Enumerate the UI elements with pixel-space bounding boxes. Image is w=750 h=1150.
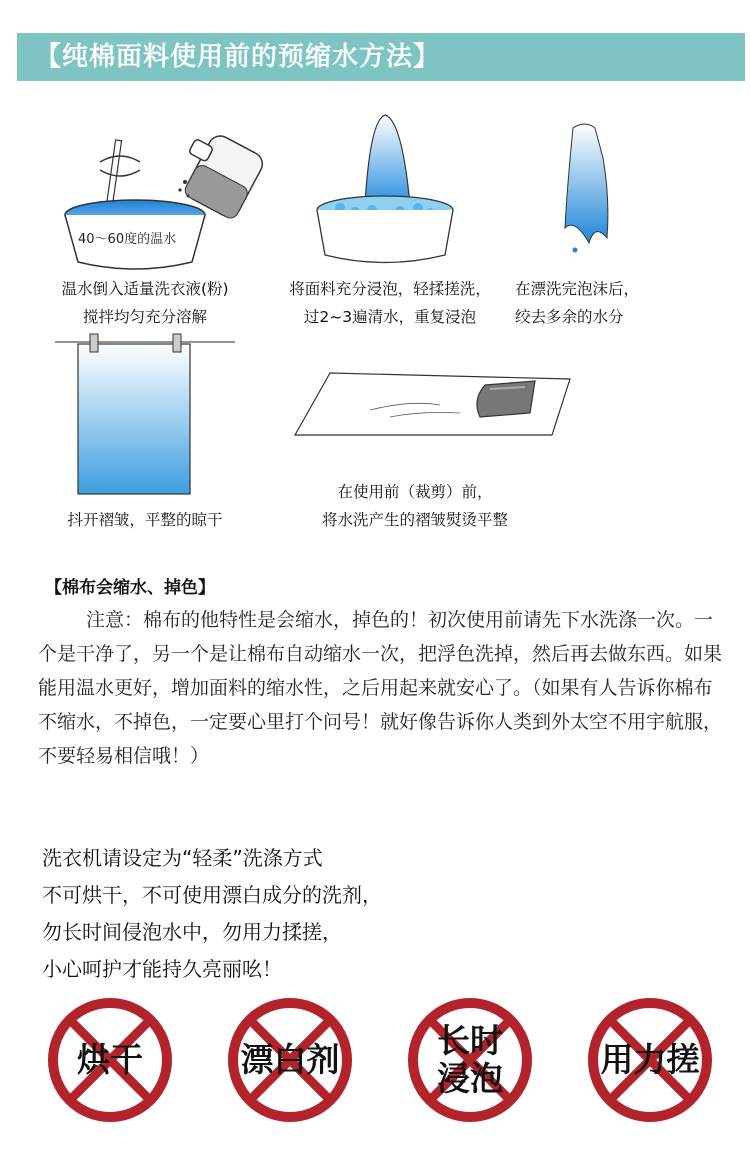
ironing-illustration: [290, 365, 580, 445]
care-instructions: [42, 840, 382, 988]
care-line: 不可烘干，不可使用漂白成分的洗剂，: [42, 883, 382, 907]
fabric-soaking-illustration: [310, 110, 460, 280]
care-line: 洗衣机请设定为“轻柔”洗涤方式: [42, 846, 323, 870]
notice-title: 【棉布会缩水、掉色】: [45, 578, 215, 598]
no-tumble-dry-sign: 烘干: [45, 995, 175, 1125]
hanging-fabric-illustration: [55, 332, 235, 502]
basin-detergent-illustration: [60, 110, 290, 280]
step5-caption: 在使用前（裁剪）前， 将水洗产生的褶皱熨烫平整: [321, 483, 508, 529]
fabric-wringing-illustration: [545, 118, 620, 258]
page-title: 【纯棉面料使用前的预缩水方法】: [35, 42, 441, 72]
step2-caption: 将面料充分浸泡，轻揉搓洗， 过2~3遍清水，重复浸泡: [289, 280, 491, 326]
basin-temperature-label: 40～60度的温水: [78, 232, 177, 247]
care-line: 小心呵护才能持久亮丽吆！: [42, 957, 282, 981]
no-bleach-sign: 漂白剂: [225, 995, 355, 1125]
no-hard-rub-sign: 用力搓: [585, 995, 715, 1125]
step4-caption: 抖开褶皱，平整的晾干: [67, 511, 223, 529]
title-banner: [17, 33, 745, 81]
step3-caption: 在漂洗完泡沫后， 绞去多余的水分: [515, 280, 640, 326]
notice-paragraph: 注意：棉布的他特性是会缩水，掉色的！初次使用前请先下水洗涤一次。一个是干净了，另一个是让棉布自动缩水一次，把浮色洗掉，然后再去做东西。如果能用温水更好，增加面料的缩水性，之后用起来就安心了。（如果有人告诉你棉布不缩水，不掉色，一定要心里打个问号！就好像告诉你人类到外太空不用宇航服，不要轻易相信哦！）: [38, 609, 723, 767]
no-long-soak-sign: 长时 浸泡: [405, 995, 535, 1125]
step1-caption: 温水倒入适量洗衣液(粉) 搅拌均匀充分溶解: [61, 280, 229, 326]
care-line: 勿长时间侵泡水中，勿用力揉搓，: [42, 920, 342, 944]
